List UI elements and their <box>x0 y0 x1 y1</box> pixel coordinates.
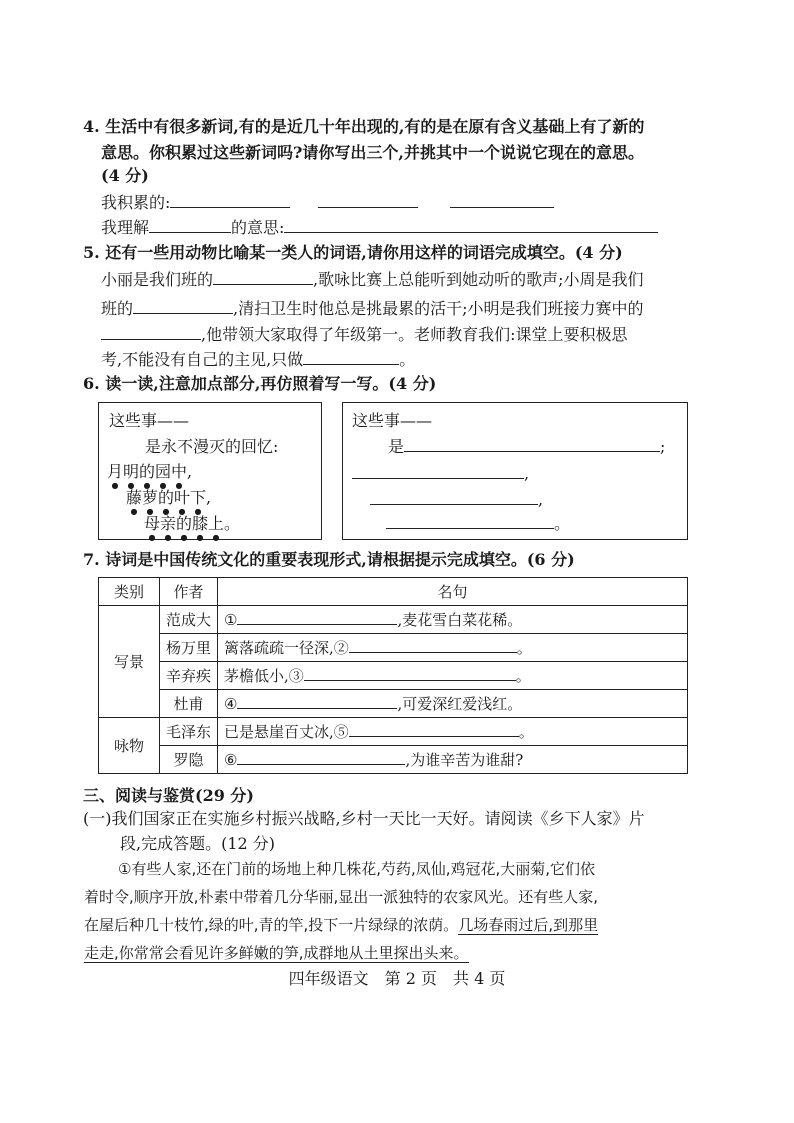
line-post: 。 <box>515 667 531 685</box>
table-row <box>99 690 688 718</box>
author-cell: 罗隐 <box>160 746 218 774</box>
q6-blank-4[interactable] <box>386 514 554 529</box>
line-pre: ④ <box>224 695 238 713</box>
line-cell <box>218 746 688 774</box>
q4-blank-3[interactable] <box>450 193 554 208</box>
q5-para-line3 <box>101 324 627 346</box>
passage-line4 <box>84 939 704 967</box>
q5-para-line1 <box>101 269 644 291</box>
section3-sub1: (一)我们国家正在实施乡村振兴战略,乡村一天比一天好。请阅读《乡下人家》片 <box>83 809 645 828</box>
q6-right-l3-end: , <box>538 490 544 509</box>
q7-blank-4[interactable] <box>237 694 397 709</box>
table-row <box>99 746 688 774</box>
q7-blank-2[interactable] <box>349 638 517 653</box>
q5-text-1b: ,歌咏比赛上总能听到她动听的歌声;小周是我们 <box>313 270 644 289</box>
q6-right-line1 <box>388 436 665 458</box>
table-header-row <box>99 578 688 606</box>
line-pre: 篱落疏疏一径深,② <box>224 639 349 657</box>
passage-line3 <box>84 911 704 939</box>
q6-right-head: 这些事—— <box>352 411 433 430</box>
q5-para-line2 <box>101 298 644 320</box>
q6-title: 6. 读一读,注意加点部分,再仿照着写一写。(4 分) <box>83 374 437 393</box>
q7-blank-3[interactable] <box>304 666 516 681</box>
table-row <box>99 606 688 634</box>
q6-blank-3[interactable] <box>370 490 538 505</box>
q4-blank-2[interactable] <box>318 193 418 208</box>
header-category: 类别 <box>99 578 160 606</box>
q4-accumulated-label: 我积累的: <box>101 193 171 212</box>
q4-line2: 意思。你积累过这些新词吗?请你写出三个,并挑其中一个说说它现在的意思。 <box>101 143 644 162</box>
q5-text-1a: 小丽是我们班的 <box>101 270 214 289</box>
line-pre: 已是悬崖百丈冰,⑤ <box>224 723 349 741</box>
q7-title: 7. 诗词是中国传统文化的重要表现形式,请根据提示完成填空。(6 分) <box>83 550 575 569</box>
line-post: ,为谁辛苦为谁甜? <box>405 751 524 769</box>
line-pre: ⑥ <box>224 751 238 769</box>
q5-text-4a: 考,不能没有自己的主见,只做 <box>101 350 304 369</box>
section3-sub2: 段,完成答题。(12 分) <box>120 834 276 853</box>
line-post: 。 <box>516 639 532 657</box>
q6-right-line2 <box>352 463 529 485</box>
line-post: 。 <box>518 723 534 741</box>
q6-right-l1-end: ; <box>660 437 666 456</box>
line-pre: 茅檐低小,③ <box>224 667 304 685</box>
q5-blank-3[interactable] <box>101 325 201 340</box>
page-footer: 四年级语文 第 2 页 共 4 页 <box>288 969 506 988</box>
q6-right-l1-prefix: 是 <box>388 437 405 456</box>
reading-passage <box>84 855 704 967</box>
q6-left-line1: 是永不漫灭的回忆: <box>145 437 279 456</box>
line-cell <box>218 634 688 662</box>
passage-line3-a: 在屋后种几十枝竹,绿的叶,青的竿,投下一片绿绿的浓荫。 <box>84 916 459 934</box>
q5-text-4b: 。 <box>399 350 416 369</box>
q6-left-line2: 月明的园中, <box>107 462 193 481</box>
line-cell <box>218 606 688 634</box>
q5-text-3b: ,他带领大家取得了年级第一。老师教育我们:课堂上要积极思 <box>201 325 628 344</box>
q7-blank-1[interactable] <box>237 610 397 625</box>
q7-blank-5[interactable] <box>349 722 519 737</box>
line-post: ,麦花雪白菜花稀。 <box>397 611 523 629</box>
q4-line3: (4 分) <box>101 166 149 185</box>
q6-right-l2-end: , <box>524 464 530 483</box>
q5-text-2b: ,清扫卫生时他总是挑最累的活干;小明是我们班接力赛中的 <box>233 299 644 318</box>
passage-line2: 着时令,顺序开放,朴素中带着几分华丽,显出一派独特的农家风光。还有些人家, <box>84 888 599 906</box>
q4-understand-label: 我理解 <box>101 218 150 237</box>
q4-meaning-label: 的意思: <box>231 218 285 237</box>
author-cell: 范成大 <box>160 606 218 634</box>
section3-title: 三、阅读与鉴赏(29 分) <box>83 786 254 805</box>
q6-blank-2[interactable] <box>352 464 524 479</box>
q5-blank-2[interactable] <box>133 299 233 314</box>
q6-left-line3: 藤萝的叶下, <box>126 488 212 507</box>
category-object: 咏物 <box>99 718 160 774</box>
q4-blank-word[interactable] <box>149 218 231 233</box>
author-cell: 杜甫 <box>160 690 218 718</box>
table-row <box>99 662 688 690</box>
q6-right-l4-end: 。 <box>554 514 571 533</box>
table-row <box>99 718 688 746</box>
table-row <box>99 634 688 662</box>
author-cell: 辛弃疾 <box>160 662 218 690</box>
q7-blank-6[interactable] <box>237 750 405 765</box>
header-line: 名句 <box>218 578 688 606</box>
category-scenery: 写景 <box>99 606 160 718</box>
q6-right-line4 <box>386 513 570 535</box>
q5-text-2a: 班的 <box>101 299 134 318</box>
q5-para-line4 <box>101 349 415 371</box>
q4-blank-1[interactable] <box>170 193 290 208</box>
line-cell <box>218 662 688 690</box>
passage-line4-underlined: 走走,你常常会看见许多鲜嫩的笋,成群地从土里探出头来。 <box>84 944 469 962</box>
q4-accumulated-row <box>101 192 554 214</box>
line-post: ,可爱深红爱浅红。 <box>397 695 523 713</box>
passage-line1: ①有些人家,还在门前的场地上种几株花,芍药,凤仙,鸡冠花,大丽菊,它们依 <box>118 860 596 878</box>
q6-blank-1[interactable] <box>404 437 660 452</box>
passage-line3-underlined: 几场春雨过后,到那里 <box>458 916 599 934</box>
author-cell: 毛泽东 <box>160 718 218 746</box>
q6-left-head: 这些事—— <box>109 411 190 430</box>
q5-line1: 5. 还有一些用动物比喻某一类人的词语,请你用这样的词语完成填空。(4 分) <box>83 243 623 262</box>
line-cell <box>218 718 688 746</box>
line-pre: ① <box>224 611 238 629</box>
q4-line1: 4. 生活中有很多新词,有的是近几十年出现的,有的是在原有含义基础上有了新的 <box>83 117 645 136</box>
q5-blank-1[interactable] <box>213 270 313 285</box>
line-cell <box>218 690 688 718</box>
q5-blank-4[interactable] <box>303 350 399 365</box>
header-author: 作者 <box>160 578 218 606</box>
q4-blank-meaning[interactable] <box>284 218 658 233</box>
poem-table <box>98 577 688 774</box>
q6-right-line3 <box>370 489 543 511</box>
q4-understand-row <box>101 217 658 239</box>
author-cell: 杨万里 <box>160 634 218 662</box>
q6-left-line4: 母亲的膝上。 <box>144 514 241 533</box>
